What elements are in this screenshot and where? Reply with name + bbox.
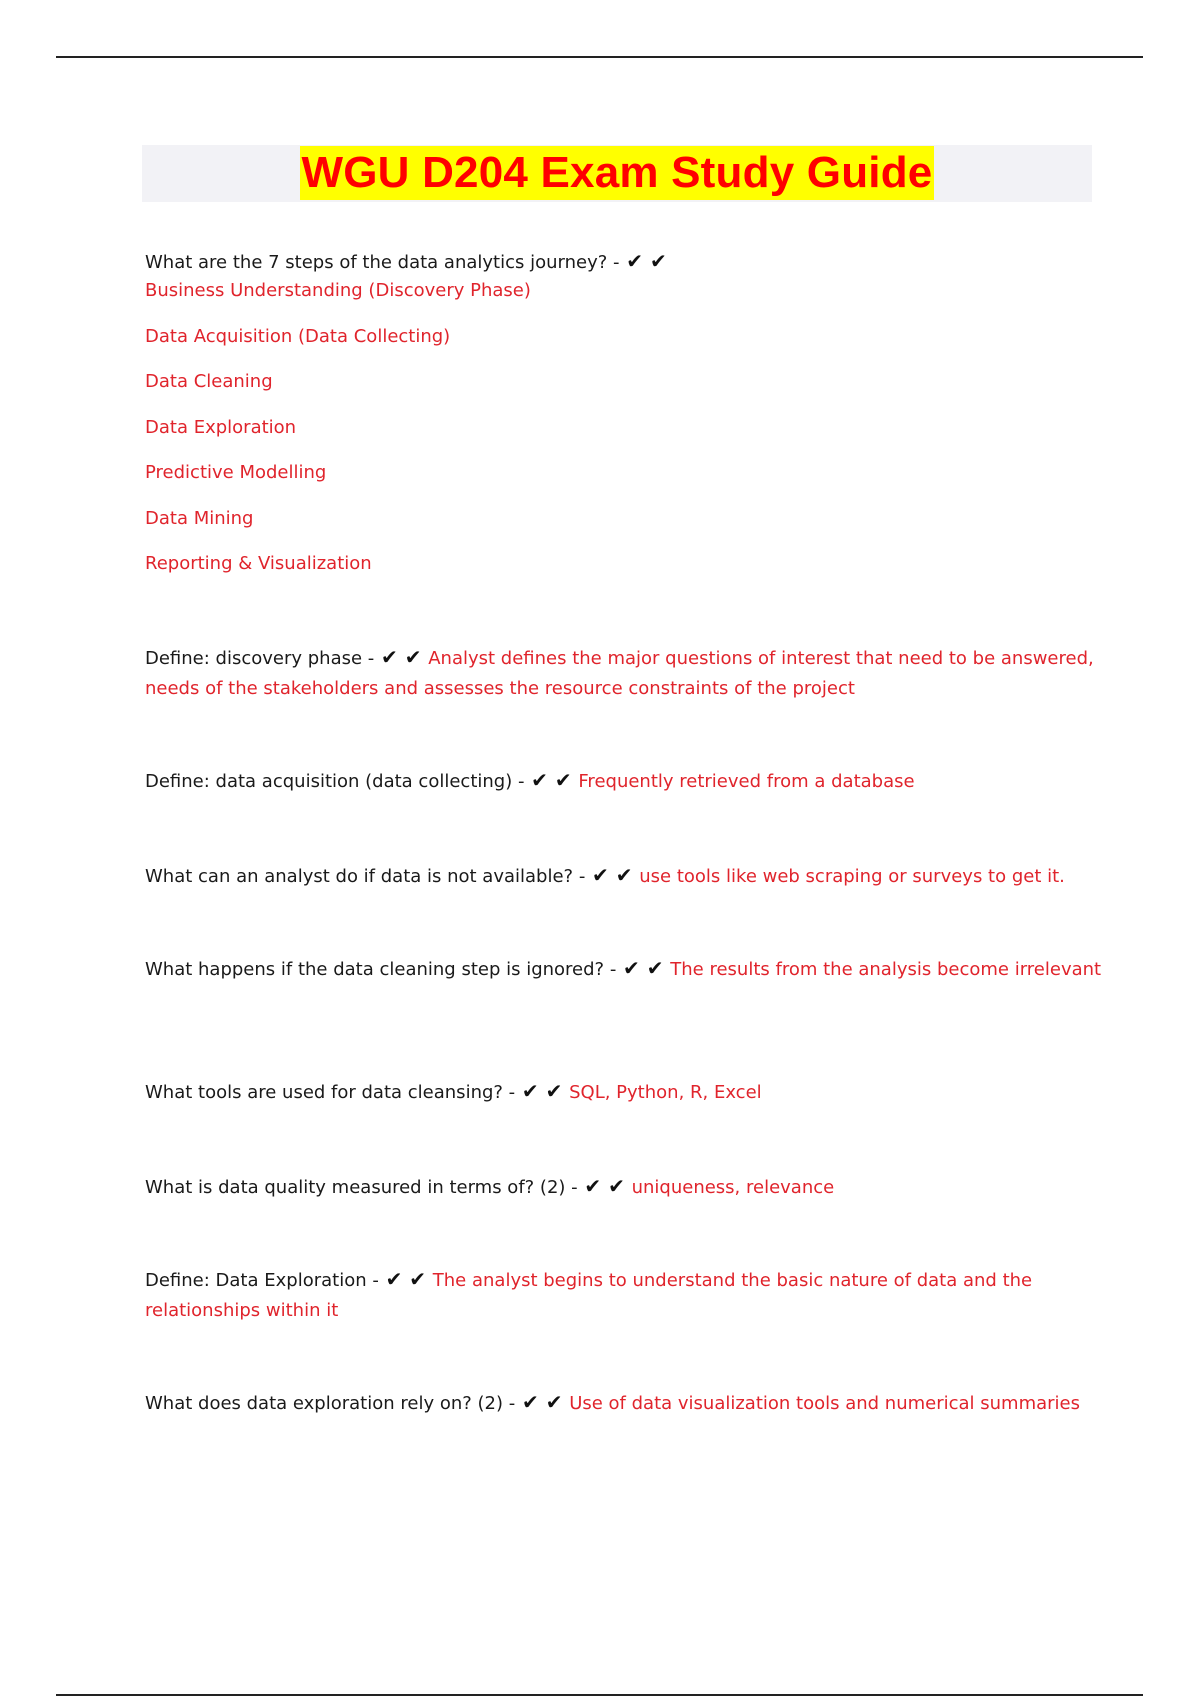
double-check-icon: ✔ ✔ [381, 645, 422, 669]
double-check-icon: ✔ ✔ [626, 249, 667, 273]
qa-item [145, 1076, 1105, 1108]
double-check-icon: ✔ ✔ [584, 1174, 625, 1198]
step-item: Data Mining [145, 508, 254, 529]
step-item: Predictive Modelling [145, 462, 327, 483]
step-item: Data Exploration [145, 417, 297, 438]
page-title: WGU D204 Exam Study Guide [300, 146, 935, 200]
step-item: Data Cleaning [145, 371, 273, 392]
qa-item [145, 765, 1105, 797]
question-text: What happens if the data cleaning step is ignored? - [145, 959, 623, 980]
question-text: Define: data acquisition (data collecting) - [145, 771, 531, 792]
qa-item-steps [145, 246, 1105, 278]
answer-text: Frequently retrieved from a database [578, 771, 915, 792]
question-text: What can an analyst do if data is not available? - [145, 866, 592, 887]
question-text: What is data quality measured in terms of? (2) - [145, 1177, 584, 1198]
qa-item [145, 953, 1105, 985]
double-check-icon: ✔ ✔ [521, 1390, 563, 1414]
question-text: What does data exploration rely on? (2) - [145, 1393, 521, 1414]
double-check-icon: ✔ ✔ [521, 1079, 563, 1103]
title-band [142, 145, 1092, 202]
answer-text: SQL, Python, R, Excel [569, 1082, 762, 1103]
answer-text: Use of data visualization tools and numerical summaries [569, 1393, 1081, 1414]
question-text: What tools are used for data cleansing? - [145, 1082, 521, 1103]
question-text: Define: discovery phase - [145, 648, 381, 669]
double-check-icon: ✔ ✔ [531, 768, 572, 792]
qa-item [145, 642, 1105, 704]
answer-text: The analyst begins to understand the basic nature of data and the relationships within it [145, 1270, 1033, 1321]
qa-item [145, 1387, 1105, 1419]
top-rule [56, 56, 1143, 58]
answer-text: The results from the analysis become irrelevant [670, 959, 1102, 980]
double-check-icon: ✔ ✔ [385, 1267, 427, 1291]
qa-item [145, 1171, 1105, 1203]
answer-text: use tools like web scraping or surveys to get it. [639, 866, 1065, 887]
double-check-icon: ✔ ✔ [592, 863, 633, 887]
question-text: What are the 7 steps of the data analytics journey? - [145, 252, 626, 273]
answer-text: Analyst defines the major questions of interest that need to be answered, needs of the stakeholders and assesses the resource constraints of the project [145, 648, 1094, 699]
step-item: Data Acquisition (Data Collecting) [145, 326, 451, 347]
qa-item [145, 1264, 1105, 1326]
question-text: Define: Data Exploration - [145, 1270, 385, 1291]
qa-item [145, 860, 1105, 892]
answer-text: uniqueness, relevance [631, 1177, 835, 1198]
bottom-rule [56, 1694, 1143, 1696]
double-check-icon: ✔ ✔ [623, 956, 664, 980]
step-item: Business Understanding (Discovery Phase) [145, 280, 531, 301]
step-item: Reporting & Visualization [145, 553, 372, 574]
